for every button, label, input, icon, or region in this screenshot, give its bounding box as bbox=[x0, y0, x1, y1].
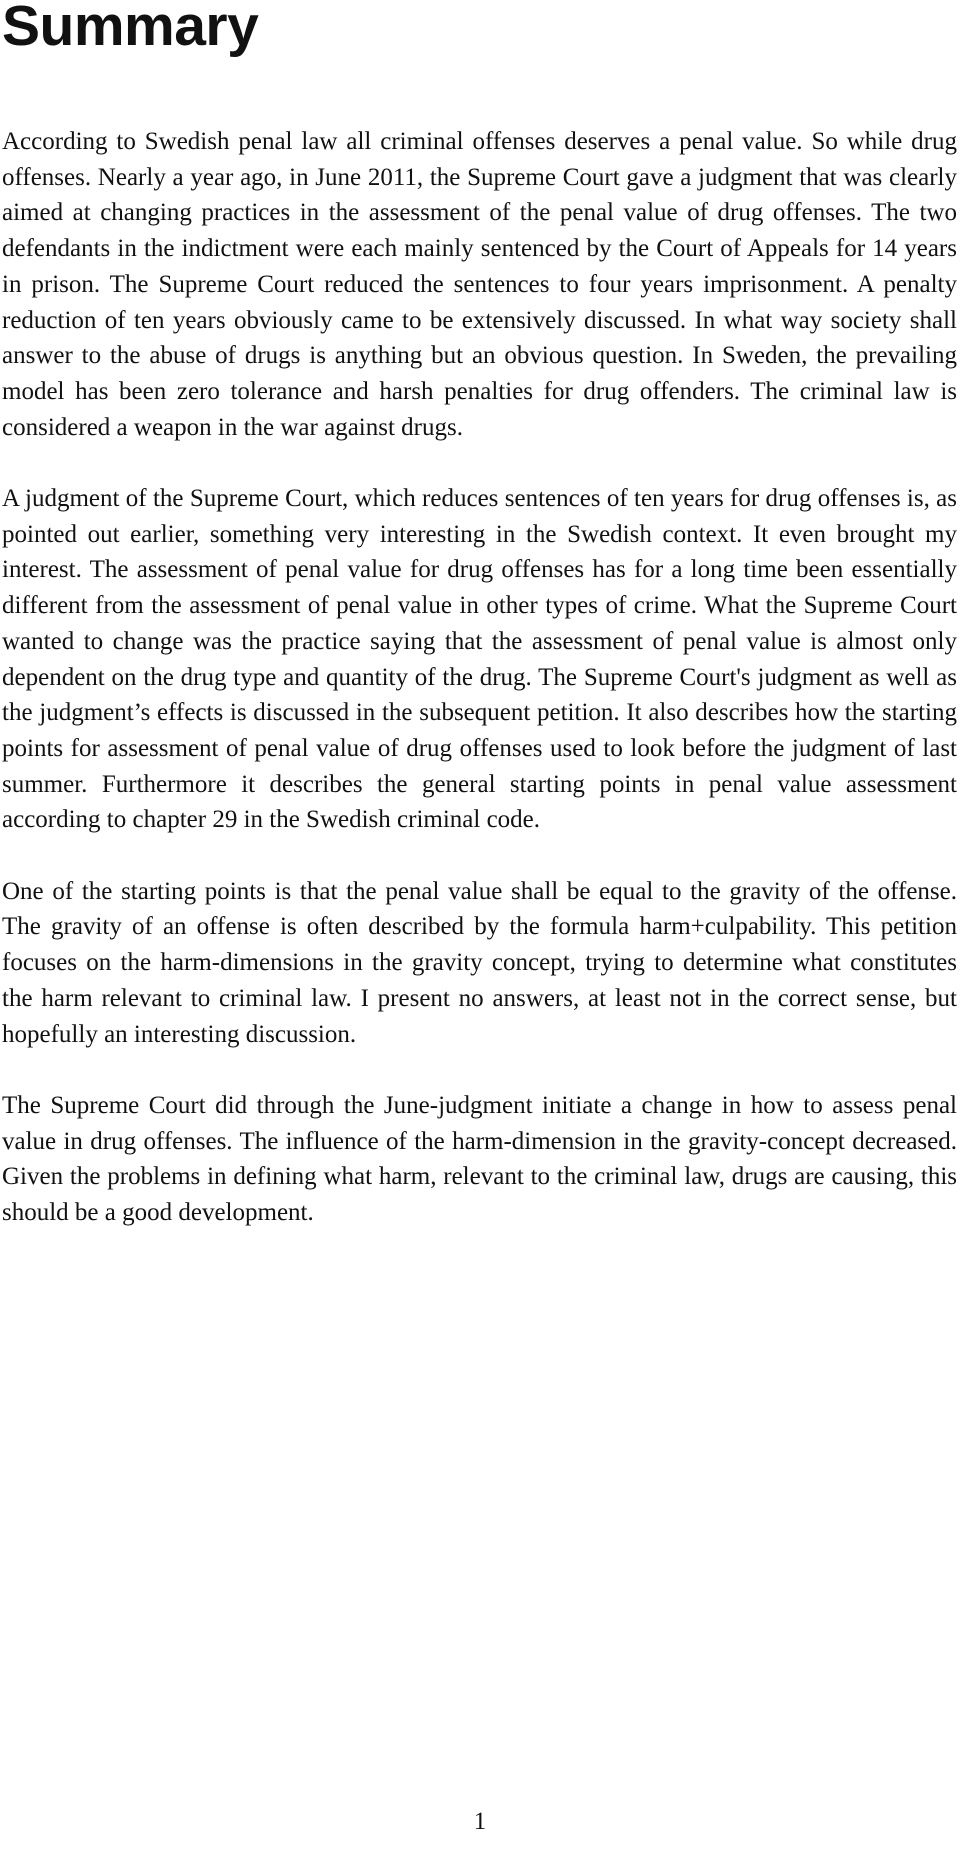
paragraph-1: According to Swedish penal law all criminal offenses deserves a penal value. So while drug offenses. Nearly a year ago, in June 2011, the Supreme Court gave a judgment that was clearly aimed at changing practices in the assessment of the penal value of drug offenses. The two defendants in the indictment were each mainly sentenced by the Court of Appeals for 14 years in prison. The Supreme Court reduced the sentences to four years imprisonment. A penalty reduction of ten years obviously came to be extensively discussed. In what way society shall answer to the abuse of drugs is anything but an obvious question. In Sweden, the prevailing model has been zero tolerance and harsh penalties for drug offenders. The criminal law is considered a weapon in the war against drugs. bbox=[2, 128, 957, 441]
paragraph-2: A judgment of the Supreme Court, which reduces sentences of ten years for drug offenses is, as pointed out earlier, something very interesting in the Swedish context. It even brought my interest. The assessment of penal value for drug offenses has for a long time been essentially different from the assessment of penal value in other types of crime. What the Supreme Court wanted to change was the practice saying that the assessment of penal value is almost only dependent on the drug type and quantity of the drug. The Supreme Court's judgment as well as the judgment’s effects is discussed in the subsequent petition. It also describes how the starting points for assessment of penal value of drug offenses used to look before the judgment of last summer. Furthermore it describes the general starting points in penal value assessment according to chapter 29 in the Swedish criminal code. bbox=[2, 485, 957, 834]
summary-body bbox=[2, 124, 957, 1266]
paragraph-3: One of the starting points is that the penal value shall be equal to the gravity of the offense. The gravity of an offense is often described by the formula harm+culpability. This petition focuses on the harm-dimensions in the gravity concept, trying to determine what constitutes the harm relevant to criminal law. I present no answers, at least not in the correct sense, but hopefully an interesting discussion. bbox=[2, 877, 957, 1048]
paragraph-4: The Supreme Court did through the June-judgment initiate a change in how to assess penal value in drug offenses. The influence of the harm-dimension in the gravity-concept decreased. Given the problems in defining what harm, relevant to the criminal law, drugs are causing, this should be a good development. bbox=[2, 1091, 957, 1227]
page-title: Summary bbox=[2, 0, 259, 58]
page-number: 1 bbox=[473, 1808, 487, 1835]
